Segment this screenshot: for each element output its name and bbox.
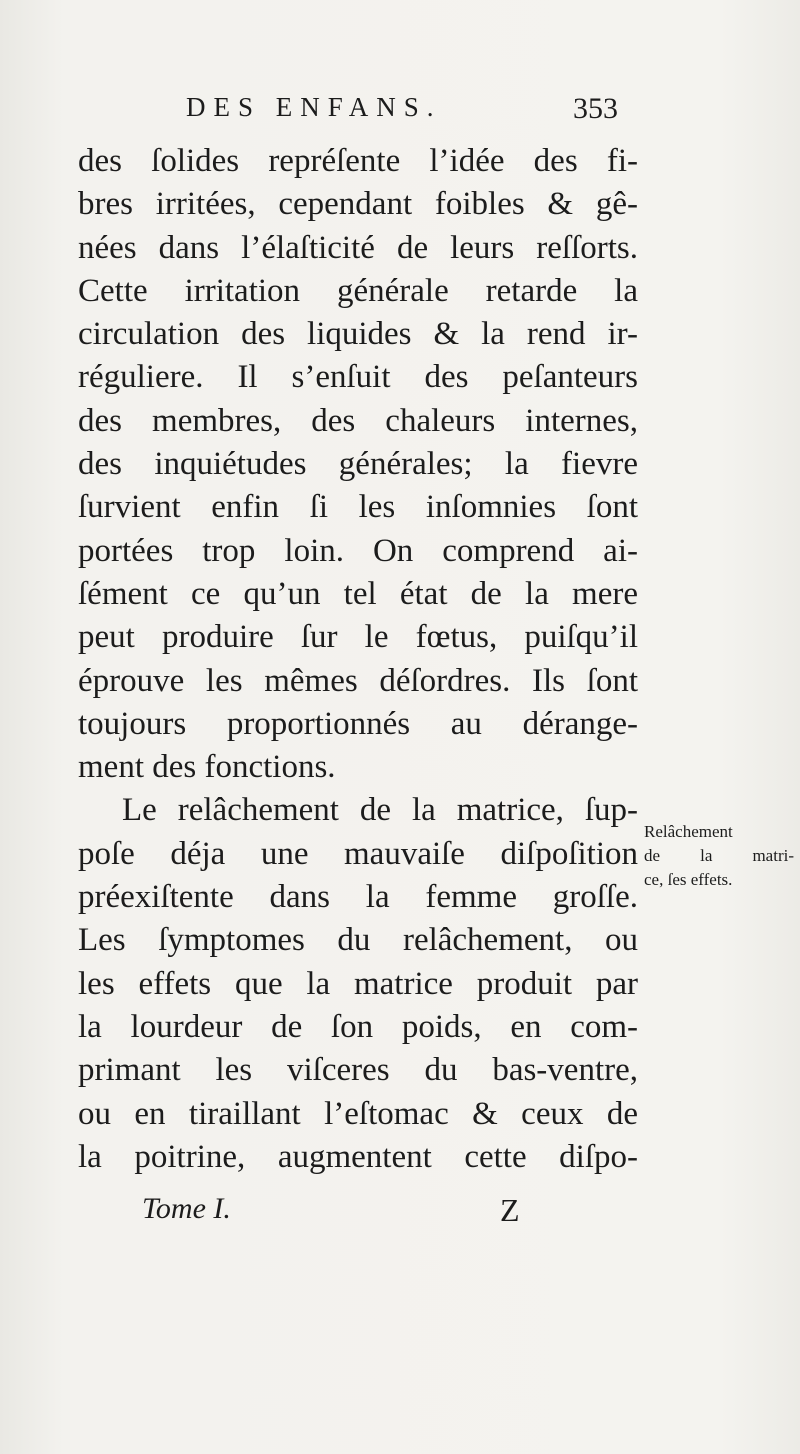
text-line: éprouve les mêmes déſordres. Ils ſont [78,662,638,699]
margin-note [644,820,794,892]
margin-note-line: ce, ſes effets. [644,870,733,889]
text-line: Les ſymptomes du relâchement, ou [78,922,638,959]
text-line: bres irritées, cependant foibles & gê- [78,186,638,223]
text-line: Cette irritation générale retarde la [78,272,638,309]
text-line: toujours proportionnés au dérange- [78,705,638,742]
text-line: nées dans l’élaſticité de leurs reſſorts. [78,229,638,266]
text-line: ou en tiraillant l’eſtomac & ceux de [78,1095,638,1132]
text-line: les effets que la matrice produit par [78,965,638,1002]
text-line: ment des fonctions. [78,749,336,786]
text-line: Le relâchement de la matrice, ſup- [122,792,638,829]
text-line: ſurvient enfin ſi les inſomnies ſont [78,489,638,526]
text-line: préexiſtente dans la femme groſſe. [78,879,638,916]
text-line: circulation des liquides & la rend ir- [78,316,638,353]
text-line: la lourdeur de ſon poids, en com- [78,1008,638,1045]
margin-note-line: Relâchement [644,822,733,841]
margin-note-line: de la matri- [644,846,794,865]
page-footer [0,1192,800,1232]
paragraph-2 [78,789,638,1179]
text-line: portées trop loin. On comprend ai- [78,532,638,569]
running-title: DES ENFANS. [186,92,442,122]
running-head [186,92,626,132]
text-line: des membres, des chaleurs internes, [78,402,638,439]
signature-mark: Z [500,1192,520,1228]
text-line: des ſolides repréſente l’idée des fi- [78,143,638,179]
paragraph-1 [78,140,638,789]
body-text [78,140,638,1179]
text-line: ſément ce qu’un tel état de la mere [78,575,638,612]
text-line: des inquiétudes générales; la fievre [78,446,638,483]
page-number: 353 [573,92,618,125]
text-line: poſe déja une mauvaiſe diſpoſition [78,835,638,872]
text-line: réguliere. Il s’enſuit des peſanteurs [78,359,638,396]
text-line: peut produire ſur le fœtus, puiſqu’il [78,619,638,656]
volume-label: Tome I. [142,1192,231,1225]
text-line: la poitrine, augmentent cette diſpo- [78,1138,638,1175]
text-line: primant les viſceres du bas-ventre, [78,1052,638,1089]
